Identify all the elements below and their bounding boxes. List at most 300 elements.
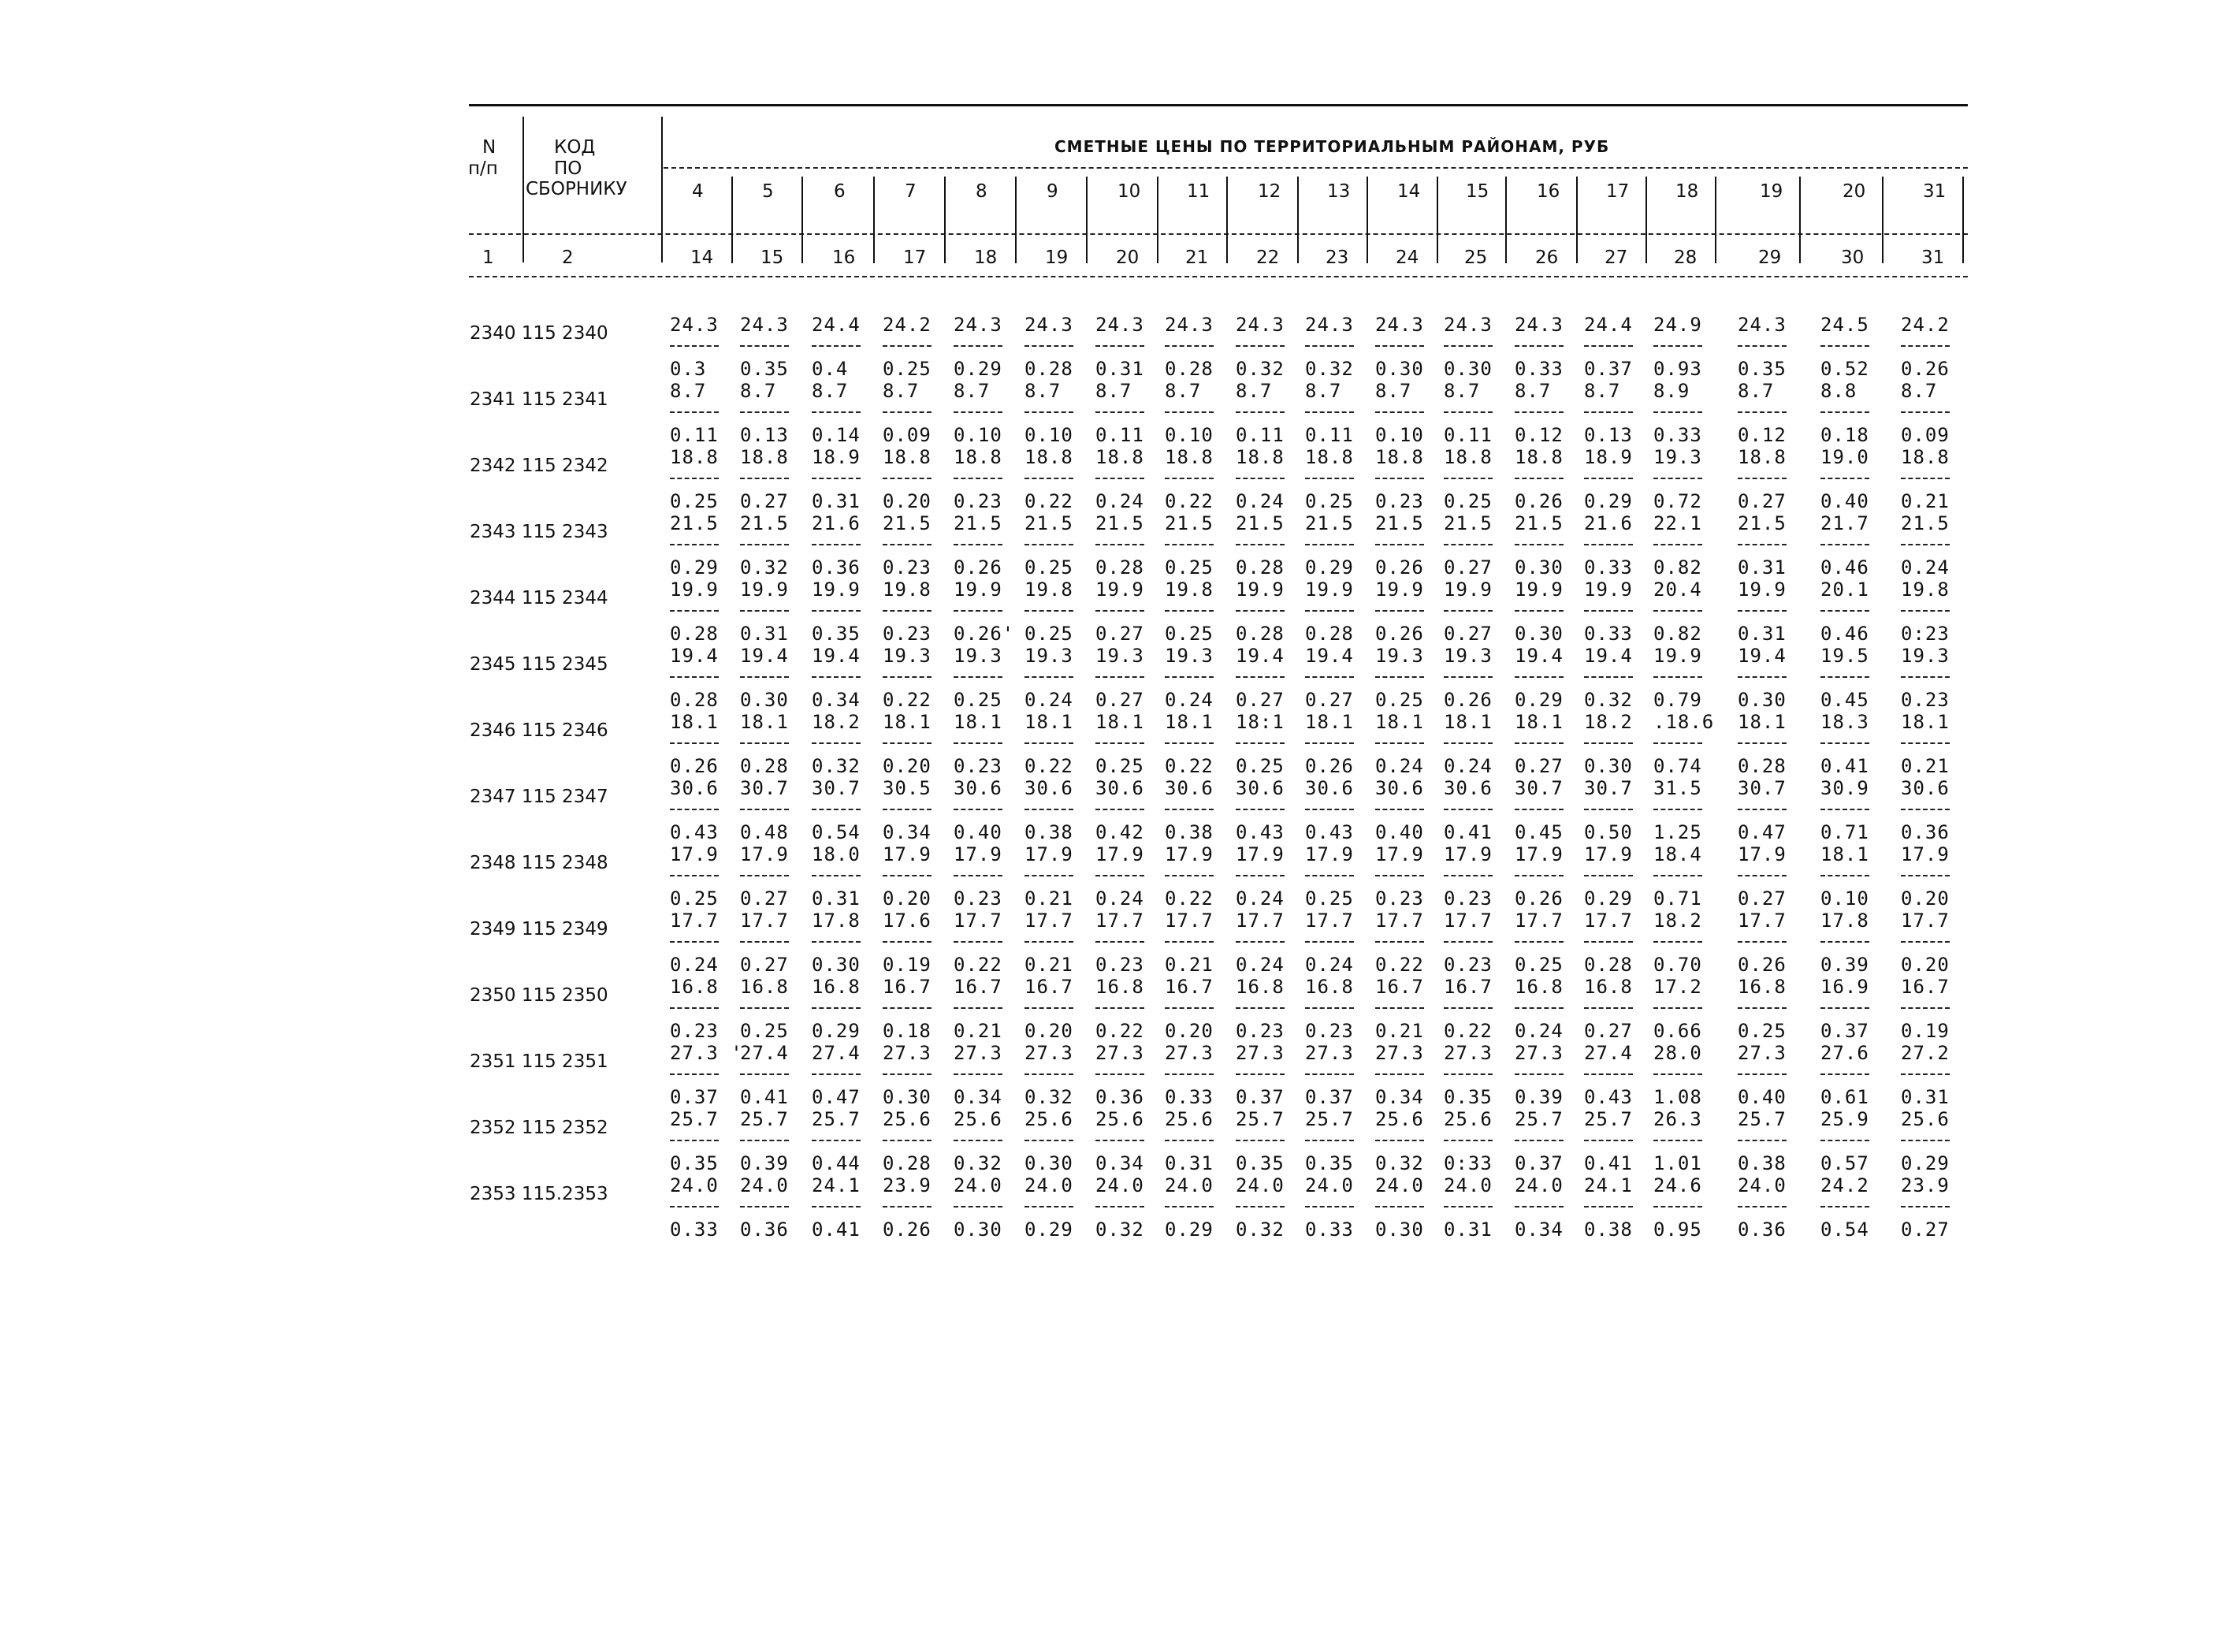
table-cell: 17.9 xyxy=(1095,843,1144,865)
fraction-bar xyxy=(1515,742,1564,744)
table-cell: 0.33 xyxy=(1584,623,1633,645)
table-cell: 0.21 xyxy=(1165,954,1214,976)
col-number: 14 xyxy=(690,247,714,268)
fraction-bar xyxy=(1095,676,1144,678)
table-cell: 0.25 xyxy=(1165,556,1214,579)
table-cell: 25.7 xyxy=(740,1108,789,1130)
col-number: 2 xyxy=(562,247,574,268)
fraction-bar xyxy=(1584,875,1633,876)
table-cell: 8.7 xyxy=(670,380,707,402)
fraction-bar xyxy=(954,1007,1002,1009)
table-cell: 0.25 xyxy=(1375,689,1424,711)
table-cell: 0.23 xyxy=(1444,954,1493,976)
table-cell: 0.43 xyxy=(1305,821,1354,843)
fraction-bar xyxy=(740,1140,789,1141)
table-cell: 17.6 xyxy=(883,910,932,932)
table-cell: 24.3 xyxy=(1165,314,1214,336)
table-cell: 0.36 xyxy=(1738,1219,1787,1241)
table-cell: 0.23 xyxy=(954,490,1002,512)
table-cell: 0.25 xyxy=(670,887,719,910)
table-cell: 24.0 xyxy=(1738,1174,1787,1196)
table-cell: 17.8 xyxy=(1820,910,1869,932)
table-cell: 0.28 xyxy=(670,623,719,645)
table-cell: 0.25 xyxy=(1738,1020,1787,1042)
table-cell: 0.18 xyxy=(883,1020,932,1042)
table-cell: 0.31 xyxy=(812,887,861,910)
table-cell: 0.30 xyxy=(1024,1152,1073,1174)
table-cell: 18.8 xyxy=(1236,446,1285,468)
table-cell: 0.27 xyxy=(1515,755,1564,777)
table-cell: 24.0 xyxy=(1375,1174,1424,1196)
table-cell: 0.36 xyxy=(812,556,861,579)
fraction-bar xyxy=(1165,941,1214,943)
row-code: 2344 115 2344 xyxy=(470,588,608,608)
table-cell: 0.25 xyxy=(1515,954,1564,976)
fraction-bar xyxy=(670,544,719,545)
table-cell: 0.33 xyxy=(1305,1219,1354,1241)
table-cell: 0.37 xyxy=(1236,1086,1285,1108)
fraction-bar xyxy=(1236,610,1285,612)
region-number: 17 xyxy=(1606,181,1630,202)
fraction-bar xyxy=(1515,478,1564,479)
fraction-bar xyxy=(1901,676,1950,678)
table-cell: 0.37 xyxy=(1820,1020,1869,1042)
table-cell: 0.71 xyxy=(1653,887,1702,910)
table-cell: 0.34 xyxy=(1515,1219,1564,1241)
fraction-bar xyxy=(1444,411,1493,413)
col-number: 1 xyxy=(482,247,494,268)
region-divider xyxy=(1015,177,1017,263)
region-divider xyxy=(1297,177,1299,263)
fraction-bar xyxy=(883,610,932,612)
table-cell: 0.23 xyxy=(883,556,932,579)
col-number: 24 xyxy=(1396,247,1419,268)
fraction-bar xyxy=(1444,941,1493,943)
fraction-bar xyxy=(670,676,719,678)
table-cell: 0.21 xyxy=(1901,490,1950,512)
fraction-bar xyxy=(1236,411,1285,413)
table-cell: 0.31 xyxy=(1738,623,1787,645)
table-cell: 16.8 xyxy=(1236,976,1285,998)
table-cell: 0.31 xyxy=(812,490,861,512)
table-cell: 27.3 ' xyxy=(670,1042,743,1064)
fraction-bar xyxy=(740,544,789,545)
table-cell: 16.8 xyxy=(670,976,719,998)
table-cell: 17.9 xyxy=(1901,843,1950,865)
table-cell: 24.3 xyxy=(1095,314,1144,336)
table-cell: 0.23 xyxy=(1375,490,1424,512)
fraction-bar xyxy=(1305,1206,1354,1207)
table-cell: 18.8 xyxy=(1444,446,1493,468)
fraction-bar xyxy=(1820,742,1869,744)
fraction-bar xyxy=(1236,809,1285,810)
fraction-bar xyxy=(1236,544,1285,545)
table-cell: 19.9 xyxy=(954,579,1002,601)
fraction-bar xyxy=(1024,544,1073,545)
fraction-bar xyxy=(1584,411,1633,413)
table-cell: 19.9 xyxy=(1305,579,1354,601)
table-cell: 19.3 xyxy=(883,645,932,667)
row-code: 2346 115 2346 xyxy=(470,720,608,741)
fraction-bar xyxy=(1095,345,1144,347)
table-cell: 16.7 xyxy=(883,976,932,998)
table-cell: 0.36 xyxy=(1095,1086,1144,1108)
row-code: 2349 115 2349 xyxy=(470,919,608,939)
table-cell: 17.7 xyxy=(1375,910,1424,932)
fraction-bar xyxy=(1901,544,1950,545)
table-cell: 0.25 xyxy=(883,358,932,380)
table-cell: 0.28 xyxy=(1165,358,1214,380)
table-cell: 18.8 xyxy=(1024,446,1073,468)
fraction-bar xyxy=(1653,809,1702,810)
table-cell: 18.1 xyxy=(1820,843,1869,865)
table-cell: 17.7 xyxy=(1515,910,1564,932)
fraction-bar xyxy=(1024,1007,1073,1009)
table-cell: 0.28 xyxy=(1584,954,1633,976)
table-cell: 27.4 xyxy=(1584,1042,1633,1064)
fraction-bar xyxy=(883,875,932,876)
table-cell: 0.29 xyxy=(1024,1219,1073,1241)
table-cell: 0.23 xyxy=(954,755,1002,777)
table-cell: 17.9 xyxy=(1584,843,1633,865)
fraction-bar xyxy=(1236,1007,1285,1009)
fraction-bar xyxy=(1820,544,1869,545)
table-cell: 17.9 xyxy=(1515,843,1564,865)
fraction-bar xyxy=(1515,610,1564,612)
table-cell: 0.11 xyxy=(1444,424,1493,446)
fraction-bar xyxy=(670,1007,719,1009)
table-cell: 24.0 xyxy=(954,1174,1002,1196)
table-cell: 8.7 xyxy=(812,380,849,402)
fraction-bar xyxy=(1444,1007,1493,1009)
region-number: 18 xyxy=(1675,181,1699,202)
fraction-bar xyxy=(1236,1140,1285,1141)
fraction-bar xyxy=(740,809,789,810)
table-cell: 0.20 xyxy=(1901,887,1950,910)
fraction-bar xyxy=(954,875,1002,876)
region-number: 16 xyxy=(1537,181,1560,202)
table-cell: 0:23 xyxy=(1901,623,1950,645)
table-cell: 25.9 xyxy=(1820,1108,1869,1130)
fraction-bar xyxy=(1165,411,1214,413)
table-cell: 0.25 xyxy=(1305,887,1354,910)
table-cell: 0.42 xyxy=(1095,821,1144,843)
table-cell: 27.4 xyxy=(812,1042,861,1064)
table-cell: 17.9 xyxy=(1375,843,1424,865)
fraction-bar xyxy=(883,676,932,678)
table-cell: 0.22 xyxy=(1165,490,1214,512)
table-cell: 0.43 xyxy=(670,821,719,843)
col-number: 19 xyxy=(1045,247,1069,268)
table-cell: 0.26 xyxy=(1375,556,1424,579)
fraction-bar xyxy=(1165,610,1214,612)
table-cell: 0.26 xyxy=(1444,689,1493,711)
table-cell: 17.7 xyxy=(1444,910,1493,932)
fraction-bar xyxy=(1901,345,1950,347)
table-cell: 0.24 xyxy=(1236,954,1285,976)
fraction-bar xyxy=(1305,809,1354,810)
fraction-bar xyxy=(1305,875,1354,876)
fraction-bar xyxy=(1820,676,1869,678)
table-cell: 24.2 xyxy=(1901,314,1950,336)
table-cell: 0.54 xyxy=(1820,1219,1869,1241)
table-cell: 18.8 xyxy=(1305,446,1354,468)
fraction-bar xyxy=(1738,1007,1787,1009)
region-number: 15 xyxy=(1466,181,1489,202)
fraction-bar xyxy=(1305,676,1354,678)
table-cell: 21.5 xyxy=(1375,512,1424,534)
table-cell: 24.4 xyxy=(812,314,861,336)
table-cell: 21.5 xyxy=(1236,512,1285,534)
table-cell: 0.61 xyxy=(1820,1086,1869,1108)
region-divider xyxy=(1367,177,1368,263)
table-cell: 0.39 xyxy=(740,1152,789,1174)
table-cell: 0.20 xyxy=(1165,1020,1214,1042)
fraction-bar xyxy=(1305,1073,1354,1075)
table-cell: 25.6 xyxy=(1901,1108,1950,1130)
region-divider xyxy=(944,177,946,263)
table-cell: 25.6 xyxy=(1095,1108,1144,1130)
fraction-bar xyxy=(1653,610,1702,612)
table-cell: 0.32 xyxy=(1584,689,1633,711)
table-cell: 24.0 xyxy=(1165,1174,1214,1196)
fraction-bar xyxy=(1095,1206,1144,1207)
table-cell: 21.7 xyxy=(1820,512,1869,534)
fraction-bar xyxy=(1738,676,1787,678)
region-divider xyxy=(1086,177,1088,263)
fraction-bar xyxy=(1515,544,1564,545)
table-cell: 0.27 xyxy=(1738,490,1787,512)
region-number: 5 xyxy=(762,181,774,202)
table-cell: 16.7 xyxy=(1165,976,1214,998)
fraction-bar xyxy=(740,411,789,413)
fraction-bar xyxy=(812,478,861,479)
table-cell: 0.26 xyxy=(1515,490,1564,512)
fraction-bar xyxy=(1024,411,1073,413)
table-cell: 17.7 xyxy=(670,910,719,932)
table-cell: 16.7 xyxy=(1444,976,1493,998)
fraction-bar xyxy=(1305,610,1354,612)
table-cell: 17.7 xyxy=(1236,910,1285,932)
table-cell: 27.6 xyxy=(1820,1042,1869,1064)
table-cell: 30.7 xyxy=(1515,777,1564,799)
table-cell: 18.1 xyxy=(1165,711,1214,733)
table-cell: 0.14 xyxy=(812,424,861,446)
fraction-bar xyxy=(740,478,789,479)
header-kod: КОД xyxy=(554,137,596,158)
table-cell: .18.6 xyxy=(1653,711,1715,733)
table-cell: 16.7 xyxy=(1901,976,1950,998)
fraction-bar xyxy=(1024,742,1073,744)
table-cell: 0.30 xyxy=(1375,1219,1424,1241)
table-cell: 0.3 xyxy=(670,358,707,380)
fraction-bar xyxy=(954,809,1002,810)
table-cell: 30.7 xyxy=(812,777,861,799)
table-cell: 18.8 xyxy=(1515,446,1564,468)
table-cell: 0.23 xyxy=(954,887,1002,910)
table-cell: 16.8 xyxy=(1584,976,1633,998)
table-cell: 0.33 xyxy=(1653,424,1702,446)
table-cell: 8.7 xyxy=(1236,380,1273,402)
table-cell: 0.38 xyxy=(1584,1219,1633,1241)
table-cell: 0.27 xyxy=(1444,623,1493,645)
table-cell: 18.2 xyxy=(1653,910,1702,932)
fraction-bar xyxy=(1024,1073,1073,1075)
fraction-bar xyxy=(670,809,719,810)
table-cell: 27.3 xyxy=(1095,1042,1144,1064)
fraction-bar xyxy=(1375,1007,1424,1009)
table-cell: 0.41 xyxy=(1820,755,1869,777)
fraction-bar xyxy=(1024,676,1073,678)
table-cell: 25.6 xyxy=(1024,1108,1073,1130)
fraction-bar xyxy=(1375,478,1424,479)
fraction-bar xyxy=(1584,742,1633,744)
header-po: ПО xyxy=(554,158,582,179)
fraction-bar xyxy=(1738,544,1787,545)
table-cell: 18.8 xyxy=(740,446,789,468)
fraction-bar xyxy=(1095,809,1144,810)
table-cell: 19.4 xyxy=(1515,645,1564,667)
header-n: N xyxy=(482,137,496,158)
fraction-bar xyxy=(1095,610,1144,612)
table-cell: 17.7 xyxy=(1165,910,1214,932)
table-cell: 0.09 xyxy=(883,424,932,446)
table-cell: 24.3 xyxy=(1738,314,1787,336)
table-cell: 0.22 xyxy=(1375,954,1424,976)
fraction-bar xyxy=(1738,345,1787,347)
table-cell: 17.7 xyxy=(1738,910,1787,932)
table-cell: 25.7 xyxy=(1236,1108,1285,1130)
fraction-bar xyxy=(1095,544,1144,545)
table-cell: 0.34 xyxy=(883,821,932,843)
fraction-bar xyxy=(1653,742,1702,744)
fraction-bar xyxy=(812,1073,861,1075)
fraction-bar xyxy=(954,478,1002,479)
table-cell: 18.8 xyxy=(1165,446,1214,468)
table-cell: 8.8 xyxy=(1820,380,1857,402)
fraction-bar xyxy=(1653,1073,1702,1075)
fraction-bar xyxy=(740,345,789,347)
table-cell: 24.2 xyxy=(1820,1174,1869,1196)
table-cell: 0.35 xyxy=(812,623,861,645)
table-cell: 0.36 xyxy=(1901,821,1950,843)
table-cell: 17.9 xyxy=(740,843,789,865)
table-cell: 0.32 xyxy=(1305,358,1354,380)
table-cell: 18.9 xyxy=(1584,446,1633,468)
table-cell: 0.46 xyxy=(1820,623,1869,645)
header-bottom-rule xyxy=(469,276,1968,277)
fraction-bar xyxy=(954,345,1002,347)
table-cell: 19.0 xyxy=(1820,446,1869,468)
fraction-bar xyxy=(1165,478,1214,479)
row-code: 2341 115 2341 xyxy=(470,389,608,410)
fraction-bar xyxy=(1515,875,1564,876)
table-cell: 0.25 xyxy=(670,490,719,512)
fraction-bar xyxy=(1901,1206,1950,1207)
table-cell: 19.8 xyxy=(883,579,932,601)
table-cell: 18.1 xyxy=(1515,711,1564,733)
table-cell: 0.27 xyxy=(1095,623,1144,645)
col-number: 23 xyxy=(1326,247,1349,268)
table-cell: 0.22 xyxy=(1024,490,1073,512)
region-number: 7 xyxy=(905,181,917,202)
fraction-bar xyxy=(670,875,719,876)
table-cell: 0.27 xyxy=(1901,1219,1950,1241)
table-cell: 17.9 xyxy=(1165,843,1214,865)
group-title-rule xyxy=(664,167,1968,169)
table-cell: 8.7 xyxy=(740,380,777,402)
row-code: 2347 115 2347 xyxy=(470,787,608,807)
table-cell: 30.9 xyxy=(1820,777,1869,799)
table-cell: 0.31 xyxy=(1095,358,1144,380)
table-cell: 19.3 xyxy=(1444,645,1493,667)
table-cell: 27.3 xyxy=(1236,1042,1285,1064)
table-cell: 0.35 xyxy=(670,1152,719,1174)
table-cell: 0.25 xyxy=(1165,623,1214,645)
fraction-bar xyxy=(1095,478,1144,479)
table-cell: 8.7 xyxy=(1738,380,1775,402)
fraction-bar xyxy=(1305,1140,1354,1141)
fraction-bar xyxy=(1901,1073,1950,1075)
fraction-bar xyxy=(1653,875,1702,876)
table-cell: 0.24 xyxy=(1901,556,1950,579)
table-cell: 0.33 xyxy=(1515,358,1564,380)
table-cell: 21.5 xyxy=(1738,512,1787,534)
table-cell: 0.10 xyxy=(1375,424,1424,446)
fraction-bar xyxy=(1236,1206,1285,1207)
region-divider xyxy=(1799,177,1801,263)
fraction-bar xyxy=(1653,1007,1702,1009)
col-number: 29 xyxy=(1758,247,1782,268)
table-cell: 0.30 xyxy=(1515,556,1564,579)
col-number: 18 xyxy=(974,247,998,268)
table-cell: 0.23 xyxy=(1305,1020,1354,1042)
table-cell: 0.24 xyxy=(1375,755,1424,777)
fraction-bar xyxy=(1236,1073,1285,1075)
table-cell: 0.22 xyxy=(1095,1020,1144,1042)
table-cell: 0.28 xyxy=(1095,556,1144,579)
table-cell: 25.6 xyxy=(954,1108,1002,1130)
table-cell: 17.9 xyxy=(954,843,1002,865)
table-cell: 0.39 xyxy=(1515,1086,1564,1108)
table-cell: 0.31 xyxy=(1738,556,1787,579)
fraction-bar xyxy=(670,1073,719,1075)
table-cell: 18.8 xyxy=(1738,446,1787,468)
table-cell: 0.72 xyxy=(1653,490,1702,512)
table-cell: 0.09 xyxy=(1901,424,1950,446)
table-cell: 17.9 xyxy=(1738,843,1787,865)
fraction-bar xyxy=(1236,742,1285,744)
fraction-bar xyxy=(1653,1206,1702,1207)
table-cell: 24.3 xyxy=(740,314,789,336)
table-cell: 1.08 xyxy=(1653,1086,1702,1108)
table-cell: 0.35 xyxy=(1444,1086,1493,1108)
table-cell: 27.3 xyxy=(1738,1042,1787,1064)
table-cell: 18.1 xyxy=(670,711,719,733)
table-cell: 16.8 xyxy=(1738,976,1787,998)
fraction-bar xyxy=(1375,742,1424,744)
table-cell: 8.7 xyxy=(1444,380,1481,402)
fraction-bar xyxy=(1165,875,1214,876)
table-cell: 26.3 xyxy=(1653,1108,1702,1130)
table-cell: 17.7 xyxy=(1095,910,1144,932)
table-cell: 16.8 xyxy=(1305,976,1354,998)
fraction-bar xyxy=(1584,676,1633,678)
table-cell: 0.70 xyxy=(1653,954,1702,976)
table-cell: 30.6 xyxy=(1024,777,1073,799)
table-cell: 24.6 xyxy=(1653,1174,1702,1196)
row-code: 2351 115 2351 xyxy=(470,1051,608,1072)
